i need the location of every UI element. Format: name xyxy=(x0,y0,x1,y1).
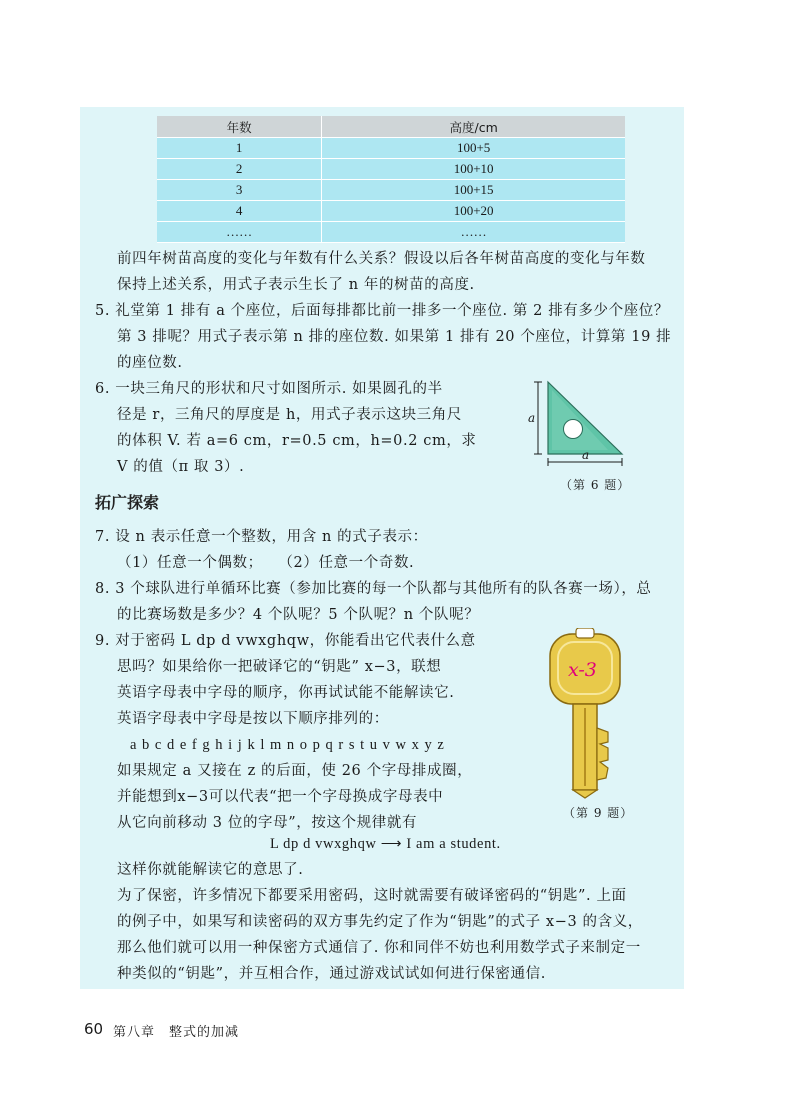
section-title: 拓广探索 xyxy=(95,493,160,512)
q6-line-4: V 的值（π 取 3）. xyxy=(117,459,245,475)
q9-line-3: 英语字母表中字母的顺序，你再试试能不能解读它. xyxy=(117,685,455,701)
q6-line-1: 6. 一块三角尺的形状和尺寸如图所示. 如果圆孔的半 xyxy=(95,381,443,397)
q5-line-3: 的座位数. xyxy=(117,355,183,371)
table-cell: 100+10 xyxy=(322,159,625,180)
p4-line-1: 前四年树苗高度的变化与年数有什么关系？假设以后各年树苗高度的变化与年数 xyxy=(117,251,646,267)
triangle-label-bottom: a xyxy=(582,448,590,462)
table-row xyxy=(157,222,625,243)
q7-line-1: 7. 设 n 表示任意一个整数，用含 n 的式子表示： xyxy=(95,529,428,545)
end-line-3: 那么他们就可以用一种保密方式通信了. 你和同伴不妨也利用数学式子来制定一 xyxy=(117,940,641,956)
q6-line-2: 径是 r，三角尺的厚度是 h，用式子表示这块三角尺 xyxy=(117,407,462,423)
q8-line-1: 8. 3 个球队进行单循环比赛（参加比赛的每一个队都与其他所有的队各赛一场），总 xyxy=(95,581,652,597)
q9-alphabet: a b c d e f g h i j k l m n o p q r s t u v w x y z xyxy=(130,737,445,753)
table-row xyxy=(157,159,625,180)
q7-line-2: （1）任意一个偶数； （2）任意一个奇数. xyxy=(117,555,415,571)
end-line-4: 种类似的“钥匙”，并互相合作，通过游戏试试如何进行保密通信. xyxy=(117,966,546,982)
q9-line-7: 从它向前移动 3 位的字母”，按这个规律就有 xyxy=(117,815,418,831)
table-cell: 3 xyxy=(157,180,322,201)
table-cell: 100+15 xyxy=(322,180,625,201)
chapter-title: 第八章 整式的加减 xyxy=(113,1025,240,1040)
triangle-ruler-figure xyxy=(528,378,638,470)
table-header-row xyxy=(157,116,625,138)
table-cell: 4 xyxy=(157,201,322,222)
q9-plain-text: I am a student. xyxy=(406,836,501,852)
page-number: 60 xyxy=(84,1020,104,1038)
q9-cipher-mapping xyxy=(270,834,501,854)
q5-line-2: 第 3 排呢？用式子表示第 n 排的座位数. 如果第 1 排有 20 个座位，计算第 19 排 xyxy=(117,329,672,345)
key-teeth xyxy=(597,728,608,780)
table-cell: …… xyxy=(322,222,625,243)
growth-table xyxy=(157,116,625,243)
q6-line-3: 的体积 V. 若 a=6 cm，r=0.5 cm，h=0.2 cm，求 xyxy=(117,433,477,449)
right-arrow-icon: ⟶ xyxy=(380,836,403,852)
triangle-label-side: a xyxy=(528,411,536,425)
table-cell: 100+5 xyxy=(322,138,625,159)
table-header-height: 高度/cm xyxy=(322,116,625,138)
table-row xyxy=(157,138,625,159)
q9-line-8: 这样你就能解读它的意思了. xyxy=(117,862,304,878)
table-cell: 2 xyxy=(157,159,322,180)
table-cell: …… xyxy=(157,222,322,243)
end-line-1: 为了保密，许多情况下都要采用密码，这时就需要有破译密码的“钥匙”. 上面 xyxy=(117,888,627,904)
q9-line-5: 如果规定 a 又接在 z 的后面，使 26 个字母排成圈， xyxy=(117,763,473,779)
q8-line-2: 的比赛场数是多少？4 个队呢？5 个队呢？n 个队呢？ xyxy=(117,607,480,623)
q9-line-4: 英语字母表中字母是按以下顺序排列的： xyxy=(117,711,389,727)
key-caption: （第 9 题） xyxy=(563,806,634,820)
table-row xyxy=(157,201,625,222)
triangle-caption: （第 6 题） xyxy=(560,478,631,492)
q9-line-2: 思吗？如果给你一把破译它的“钥匙” x−3，联想 xyxy=(117,659,442,675)
table-cell: 1 xyxy=(157,138,322,159)
q5-line-1: 5. 礼堂第 1 排有 a 个座位，后面每排都比前一排多一个座位. 第 2 排有多少个座位？ xyxy=(95,303,670,319)
table-row xyxy=(157,180,625,201)
triangle-hole xyxy=(564,420,583,439)
table-header-years: 年数 xyxy=(157,116,322,138)
end-line-2: 的例子中，如果写和读密码的双方事先约定了作为“钥匙”的式子 x−3 的含义， xyxy=(117,914,643,930)
q9-line-1: 9. 对于密码 L dp d vwxghqw，你能看出它代表什么意 xyxy=(95,633,476,649)
key-label: x-3 xyxy=(568,659,597,681)
key-figure xyxy=(540,628,640,800)
table-cell: 100+20 xyxy=(322,201,625,222)
q9-cipher-text: L dp d vwxghqw xyxy=(270,836,377,852)
q9-line-6: 并能想到x−3可以代表“把一个字母换成字母表中 xyxy=(117,789,444,805)
p4-line-2: 保持上述关系，用式子表示生长了 n 年的树苗的高度. xyxy=(117,277,475,293)
